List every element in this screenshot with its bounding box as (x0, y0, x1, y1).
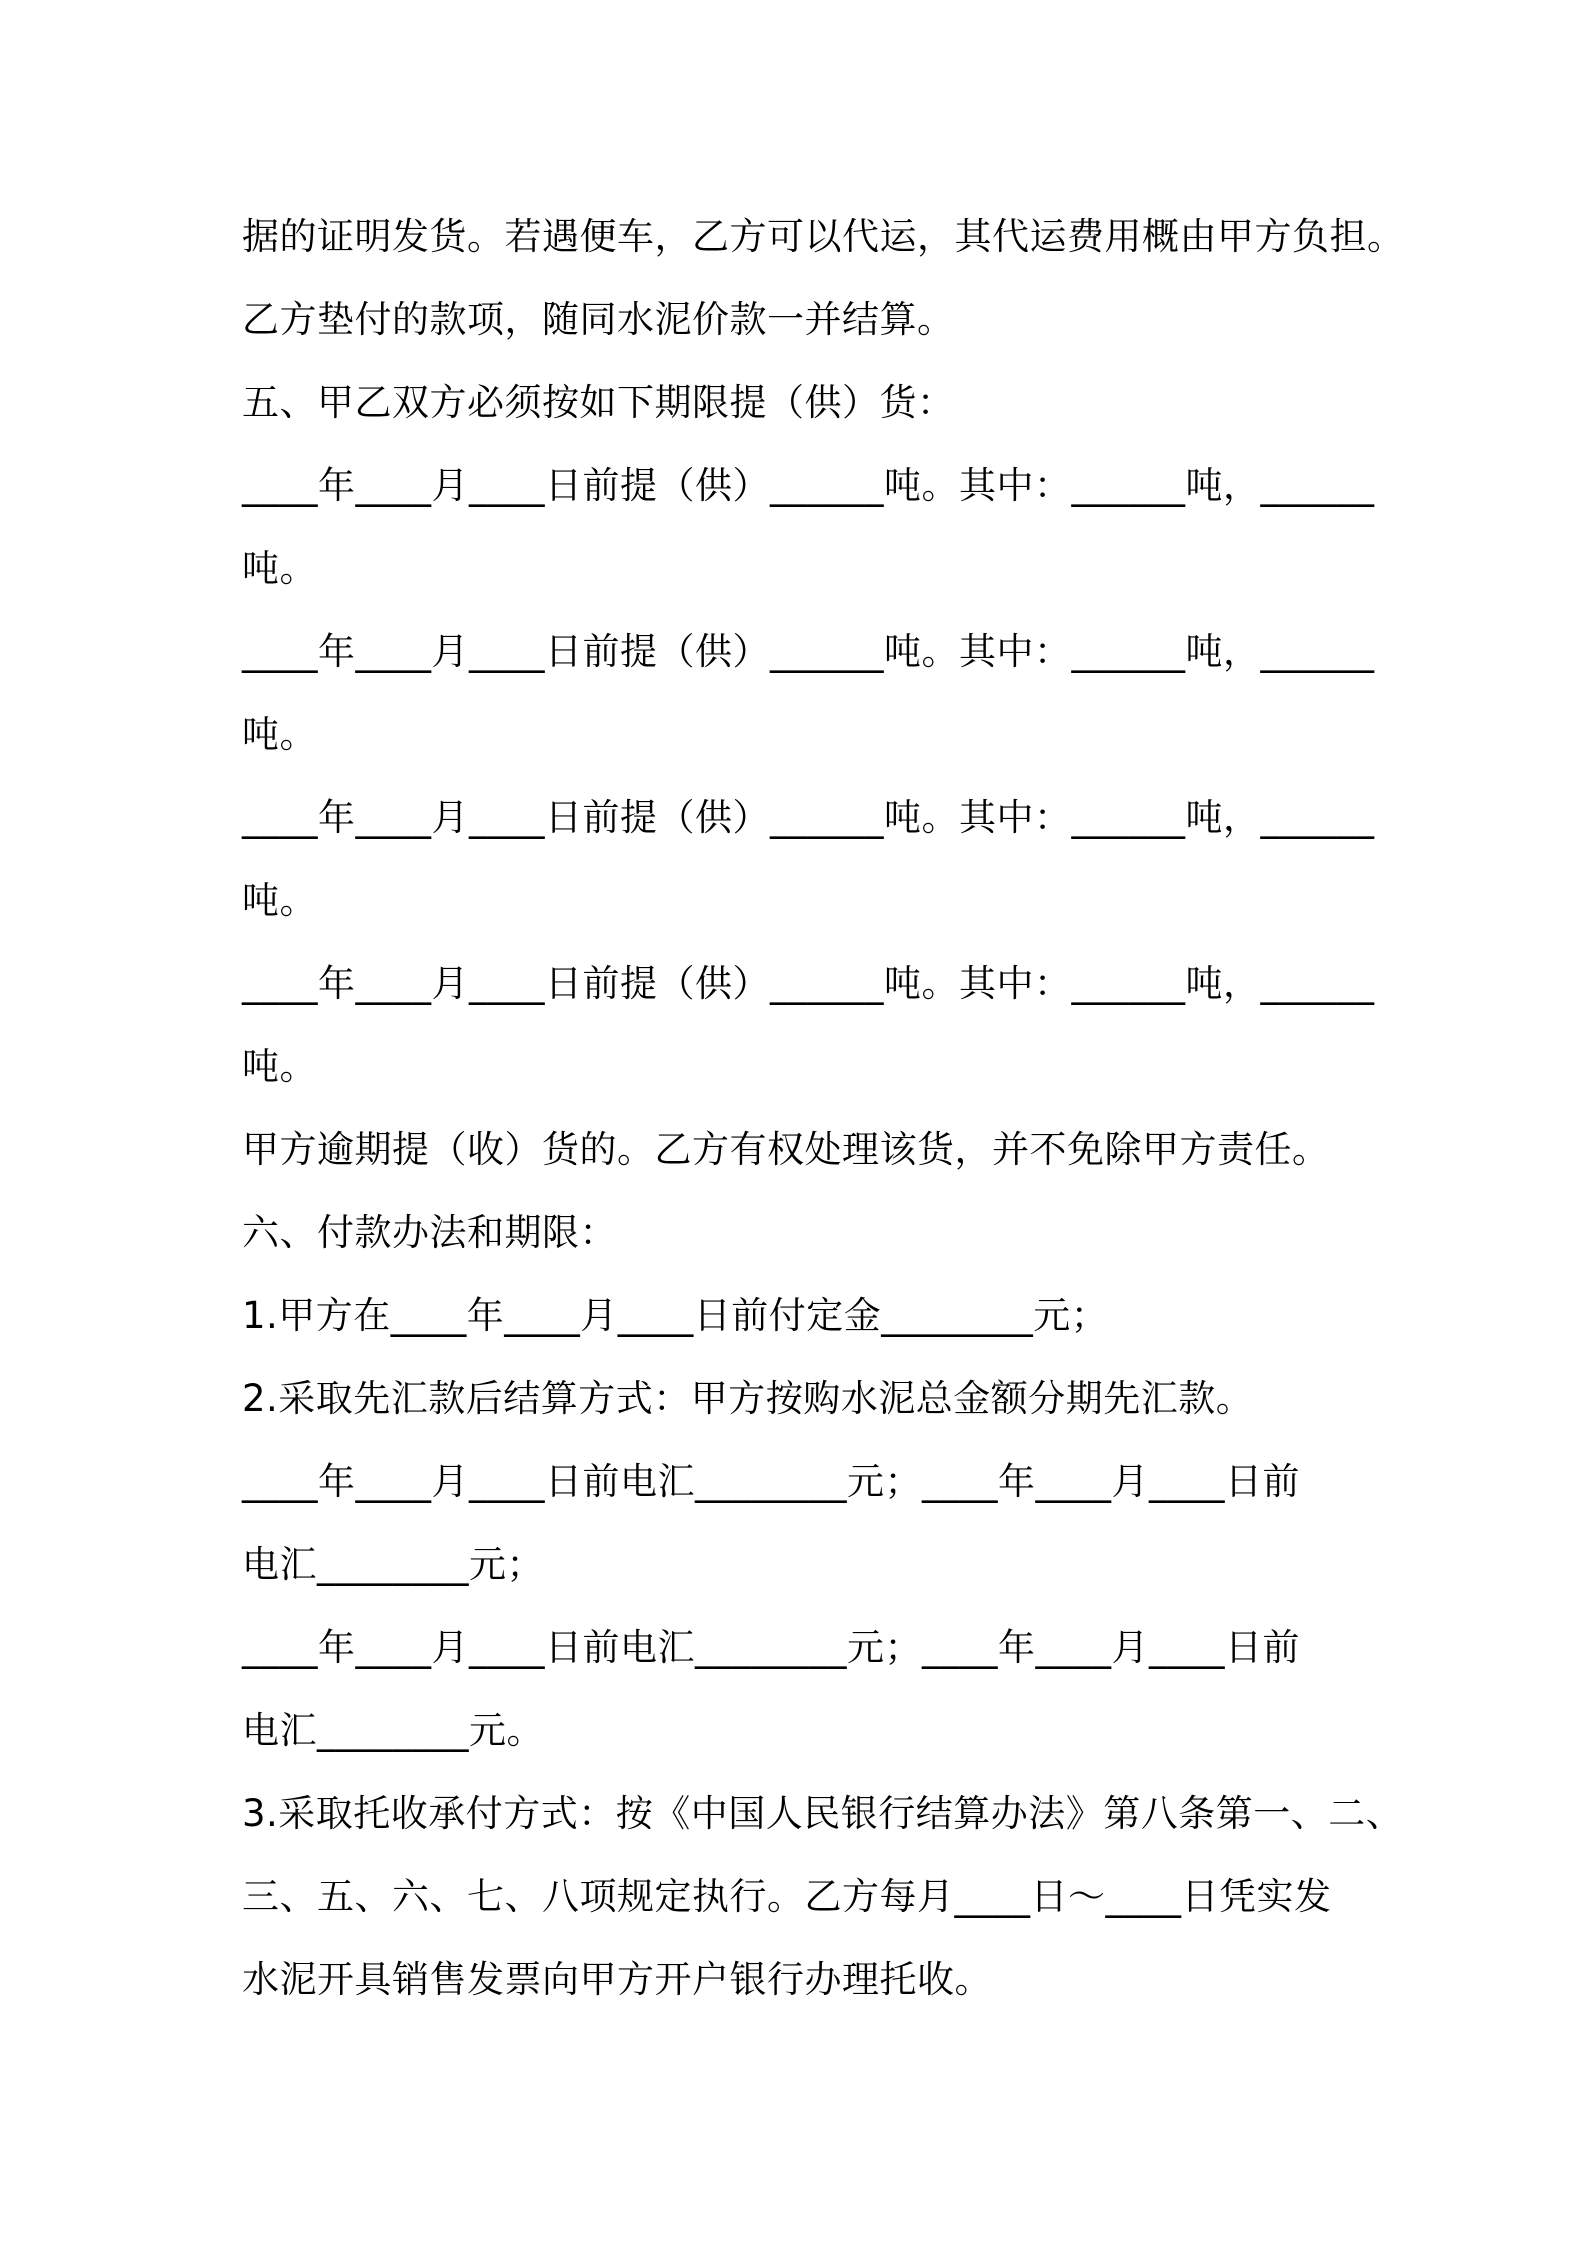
text-line: ____年____月____日前提（供）______吨。其中：______吨，______ (242, 630, 1375, 673)
text-line: 1.甲方在____年____月____日前付定金________元； (242, 1294, 1109, 1337)
section-heading-delivery: 五、甲乙双方必须按如下期限提（供）货： (242, 381, 955, 424)
text-line: 吨。 (242, 547, 317, 590)
text-line: ____年____月____日前提（供）______吨。其中：______吨，______ (242, 464, 1375, 507)
text-line: 乙方垫付的款项，随同水泥价款一并结算。 (242, 298, 955, 341)
text-line: ____年____月____日前电汇________元；____年____月____日前 (242, 1460, 1300, 1503)
text-line: ____年____月____日前提（供）______吨。其中：______吨，______ (242, 796, 1375, 839)
text-line: 2.采取先汇款后结算方式：甲方按购水泥总金额分期先汇款。 (242, 1377, 1254, 1420)
text-line: 据的证明发货。若遇便车，乙方可以代运，其代运费用概由甲方负担。 (242, 215, 1405, 258)
text-line: 吨。 (242, 713, 317, 756)
contract-text (242, 195, 1405, 2021)
text-line: 吨。 (242, 879, 317, 922)
text-line: 吨。 (242, 1045, 317, 1088)
text-line: 甲方逾期提（收）货的。乙方有权处理该货，并不免除甲方责任。 (242, 1128, 1330, 1171)
text-line: 电汇________元。 (242, 1709, 544, 1752)
section-heading-payment: 六、付款办法和期限： (242, 1211, 617, 1254)
text-line: 水泥开具销售发票向甲方开户银行办理托收。 (242, 1958, 992, 2001)
text-line: 电汇________元； (242, 1543, 544, 1586)
text-line: 三、五、六、七、八项规定执行。乙方每月____日～____日凭实发 (242, 1875, 1332, 1918)
text-line: 3.采取托收承付方式：按《中国人民银行结算办法》第八条第一、二、 (242, 1792, 1404, 1835)
text-line: ____年____月____日前电汇________元；____年____月____日前 (242, 1626, 1300, 1669)
text-line: ____年____月____日前提（供）______吨。其中：______吨，______ (242, 962, 1375, 1005)
